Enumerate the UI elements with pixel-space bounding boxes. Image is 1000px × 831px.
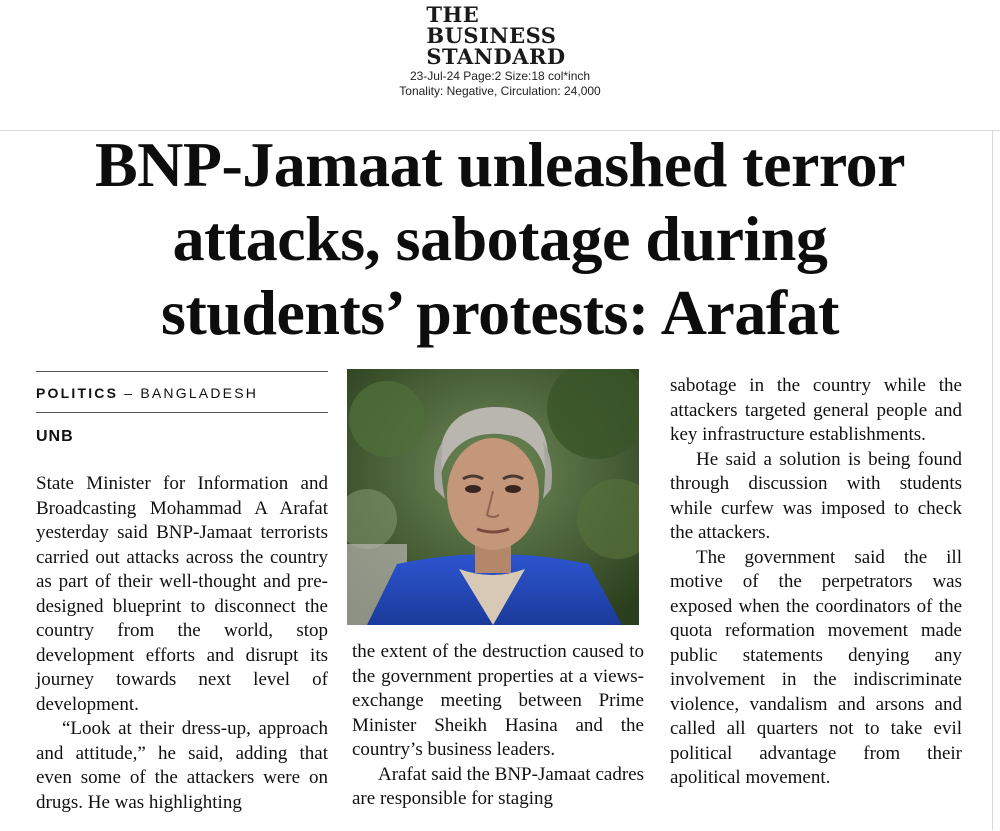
paragraph: “Look at their dress-up, approach and attitude,” he said, adding that even some of the attackers were on drugs. He was highlighting bbox=[36, 718, 328, 813]
logo-line-2: BUSINESS bbox=[426, 23, 557, 48]
paragraph: The government said the ill motive of the perpetrators was exposed when the coordinators of the quota reformation movement made public statements denying any involvement in the indiscriminate violence, vandalism and arsons and called all quarters not to take evil political advantage from their apolitical movement. bbox=[670, 546, 962, 788]
paragraph: the extent of the destruction caused to the government properties at a views-exchange meeting between Prime Minister Sheikh Hasina and the country’s business leaders. bbox=[352, 641, 644, 760]
masthead bbox=[0, 4, 1000, 99]
article-column-3 bbox=[670, 374, 962, 791]
paragraph: Arafat said the BNP-Jamaat cadres are responsible for staging bbox=[352, 763, 644, 809]
section-label bbox=[36, 371, 328, 413]
headline-line-3: students’ protests: Arafat bbox=[161, 277, 839, 348]
logo-line-1: THE bbox=[426, 2, 480, 27]
paragraph: sabotage in the country while the attackers targeted general people and key infrastructure establishments. bbox=[670, 375, 962, 445]
paragraph: He said a solution is being found through discussion with students while curfew was imposed to check the attackers. bbox=[670, 448, 962, 543]
section-separator: – bbox=[118, 385, 141, 401]
byline: UNB bbox=[36, 428, 74, 445]
article-photo bbox=[347, 369, 639, 625]
headline-line-1: BNP-Jamaat unleashed terror bbox=[94, 129, 906, 200]
subsection-name: BANGLADESH bbox=[140, 385, 259, 401]
headline-line-2: attacks, sabotage during bbox=[172, 203, 828, 274]
headline bbox=[0, 128, 1000, 350]
publication-logo bbox=[426, 4, 565, 67]
logo-line-3: STANDARD bbox=[426, 44, 566, 69]
portrait-illustration bbox=[347, 369, 639, 625]
clipping-meta-tonality: Tonality: Negative, Circulation: 24,000 bbox=[399, 84, 601, 98]
paragraph: State Minister for Information and Broadcasting Mohammad A Arafat yesterday said BNP-Jamaat terrorists carried out attacks across the country as part of their well-thought and pre-designed blueprint to disconnect the country from the world, stop development efforts and disrupt its journey towards next level of development. bbox=[36, 473, 328, 715]
article-column-2 bbox=[352, 640, 644, 812]
clipping-meta-date: 23-Jul-24 Page:2 Size:18 col*inch bbox=[409, 69, 591, 83]
section-name: POLITICS bbox=[36, 385, 119, 401]
article-column-1 bbox=[36, 472, 328, 815]
